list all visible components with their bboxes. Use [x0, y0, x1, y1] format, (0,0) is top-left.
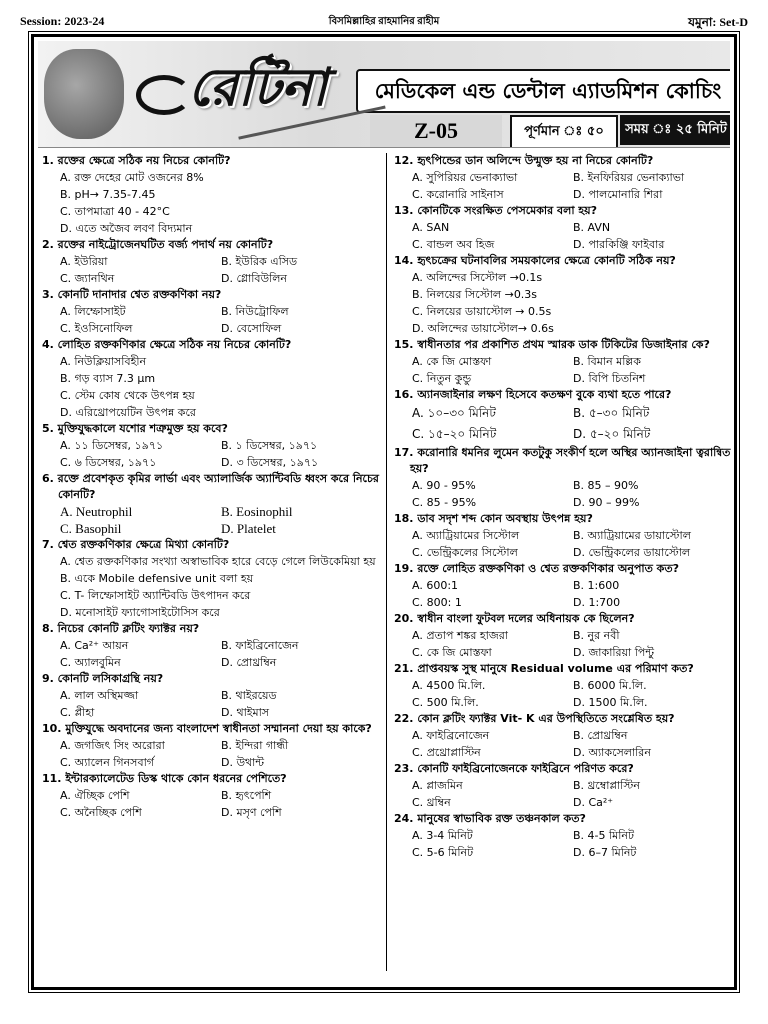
question-text: 15. স্বাধীনতার পর প্রকাশিত প্রথম স্মারক ডাক টিকিটের ডিজাইনার কে?: [394, 338, 710, 351]
question-columns: [34, 153, 734, 983]
question-item: [394, 153, 734, 203]
question-item: [394, 337, 734, 387]
answer-option: A. ১১ ডিসেম্বর, ১৯৭১: [60, 439, 164, 452]
answer-option: A. প্লাজমিন: [412, 779, 463, 792]
column-divider: [386, 153, 387, 971]
answer-option: B. নুর নবী: [573, 629, 620, 642]
answer-option: B. ৫–৩০ মিনিট: [573, 406, 650, 420]
answer-option: D. এরিথ্রোপয়েটিন উৎপন্ন করে: [60, 406, 196, 419]
answer-options: [42, 553, 382, 621]
answer-option: D. প্রোথ্রম্বিন: [221, 656, 277, 669]
question-text: 22. কোন ক্লটিং ফ্যাক্টর Vit- K এর উপস্থিতিতে সংশ্লেষিত হয়?: [394, 712, 675, 725]
answer-options: [394, 677, 734, 711]
answer-option: C. থ্রম্বিন: [412, 796, 451, 809]
answer-option: D. পালমোনারি শিরা: [573, 188, 663, 201]
answer-option: D. ৩ ডিসেম্বর, ১৯৭১: [221, 456, 319, 469]
question-text: 16. অ্যানজাইনার লক্ষণ হিসেবে কতক্ষণ বুকে ব্যথা হতে পারে?: [394, 388, 672, 401]
question-item: [394, 711, 734, 761]
answer-option: C. নিতুন কুন্ডু: [412, 372, 472, 385]
answer-option: D. 6–7 মিনিট: [573, 846, 637, 859]
answer-option: A. ইউরিয়া: [60, 255, 108, 268]
answer-option: B. ইন্দিরা গান্ধী: [221, 739, 289, 752]
question-item: [394, 761, 734, 811]
answer-options: [394, 577, 734, 611]
answer-option: B. অ্যাট্রিয়ামের ডায়াস্টোল: [573, 529, 691, 542]
question-text: 12. হৃৎপিন্ডের ডান অলিন্দে উন্মুক্ত হয় না নিচের কোনটি?: [394, 154, 654, 167]
answer-option: C. করোনারি সাইনাস: [412, 188, 504, 201]
question-item: [394, 511, 734, 561]
eye-logo-icon: [136, 75, 192, 115]
answer-option: D. অ্যাকসেলারিন: [573, 746, 651, 759]
answer-option: C. 500 মি.লি.: [412, 696, 479, 709]
answer-options: [42, 353, 382, 421]
answer-options: [394, 627, 734, 661]
answer-option: B. 4-5 মিনিট: [573, 829, 634, 842]
left-column: [42, 153, 382, 821]
question-item: [394, 661, 734, 711]
answer-option: B. থ্রম্বোপ্লাস্টিন: [573, 779, 640, 792]
answer-option: B. pH→ 7.35-7.45: [60, 188, 156, 201]
answer-option: A. 4500 মি.লি.: [412, 679, 486, 692]
answer-option: A. প্রতাপ শঙ্কর হাজরা: [412, 629, 508, 642]
answer-option: C. T- লিম্ফোসাইট অ্যান্টিবডি উৎপাদন করে: [60, 589, 251, 602]
answer-option: A. জগজিৎ সিং অরোরা: [60, 739, 165, 752]
answer-options: [42, 687, 382, 721]
question-text: 11. ইন্টারক্যালেটেড ডিস্ক থাকে কোন ধরনের পেশিতে?: [42, 772, 287, 785]
answer-options: [42, 253, 382, 287]
answer-option: D. পারকিঞ্জি ফাইবার: [573, 238, 665, 251]
answer-option: D. Platelet: [221, 521, 276, 536]
answer-option: B. হৃৎপেশি: [221, 789, 272, 802]
answer-option: B. বিমান মল্লিক: [573, 355, 641, 368]
question-item: [394, 253, 734, 337]
exam-time: সময় ঃ ২৫ মিনিট: [620, 115, 730, 145]
answer-options: [394, 169, 734, 203]
answer-option: C. অ্যালেন গিনসবার্গ: [60, 756, 154, 769]
answer-option: B. ইনফিরিয়র ভেনাক্যাভা: [573, 171, 685, 184]
answer-options: [394, 477, 734, 511]
answer-option: B. একে Mobile defensive unit বলা হয়: [60, 572, 254, 585]
answer-option: B. 85 – 90%: [573, 479, 639, 492]
question-item: [42, 287, 382, 337]
brand-tagline: মেডিকেল এন্ড ডেন্টাল এ্যাডমিশন কোচিং: [356, 69, 730, 113]
answer-option: B. প্রোথ্রম্বিন: [573, 729, 628, 742]
question-text: 24. মানুষের স্বাভাবিক রক্ত তঞ্চনকাল কত?: [394, 812, 586, 825]
brand-name: রেটিনা: [188, 58, 328, 118]
answer-options: [42, 787, 382, 821]
answer-options: [394, 527, 734, 561]
answer-options: [42, 169, 382, 237]
question-text: 9. কোনটি লসিকাগ্রন্থি নয়?: [42, 672, 164, 685]
question-item: [42, 337, 382, 421]
answer-option: D. মনোসাইট ফ্যাগোসাইটোসিস করে: [60, 606, 220, 619]
question-text: 21. প্রাপ্তবয়স্ক সুস্থ মানুষে Residual volume এর পরিমাণ কত?: [394, 662, 694, 675]
question-text: 20. স্বাধীন বাংলা ফুটবল দলের অধিনায়ক কে ছিলেন?: [394, 612, 635, 625]
question-text: 19. রক্তে লোহিত রক্তকণিকা ও শ্বেত রক্তকণিকার অনুপাত কত?: [394, 562, 680, 575]
right-column: [394, 153, 734, 861]
answer-option: A. লাল অস্থিমজ্জা: [60, 689, 139, 702]
question-text: 14. হৃৎচক্রের ঘটনাবলির সময়কালের ক্ষেত্রে কোনটি সঠিক নয়?: [394, 254, 676, 267]
answer-option: A. ঐচ্ছিক পেশি: [60, 789, 130, 802]
answer-option: C. 85 - 95%: [412, 496, 477, 509]
answer-option: A. কে জি মোস্তফা: [412, 355, 492, 368]
answer-option: A. ১০–৩০ মিনিট: [412, 406, 496, 420]
answer-option: B. থাইরয়েড: [221, 689, 277, 702]
answer-options: [42, 637, 382, 671]
answer-option: D. ভেন্ট্রিকলের ডায়াস্টোল: [573, 546, 691, 559]
question-item: [394, 811, 734, 861]
answer-options: [394, 269, 734, 337]
answer-option: D. থাইমাস: [221, 706, 270, 719]
question-text: 1. রক্তের ক্ষেত্রে সঠিক নয় নিচের কোনটি?: [42, 154, 231, 167]
answer-option: C. ইওসিনোফিল: [60, 322, 133, 335]
question-text: 2. রক্তের নাইট্রোজেনঘটিত বর্জ্য পদার্থ নয় কোনটি?: [42, 238, 274, 251]
answer-option: A. সুপিরিয়র ভেনাক্যাভা: [412, 171, 518, 184]
answer-option: C. স্টেম কোষ থেকে উৎপন্ন হয়: [60, 389, 195, 402]
heart-illustration: [44, 49, 124, 139]
answer-options: [42, 303, 382, 337]
coaching-banner: [38, 41, 730, 148]
answer-option: A. Ca²⁺ আয়ন: [60, 639, 129, 652]
question-text: 18. ডাব সদৃশ শব্দ কোন অবস্থায় উৎপন্ন হয়?: [394, 512, 593, 525]
answer-option: B. 1:600: [573, 579, 620, 592]
answer-option: D. 1500 মি.লি.: [573, 696, 648, 709]
answer-option: A. শ্বেত রক্তকণিকার সংখ্যা অস্বাভাবিক হারে বেড়ে গেলে লিউকেমিয়া হয়: [60, 555, 376, 568]
answer-option: B. AVN: [573, 221, 611, 234]
question-item: [394, 203, 734, 253]
answer-option: D. 1:700: [573, 596, 621, 609]
answer-option: A. অলিন্দের সিস্টোল →0.1s: [412, 271, 543, 284]
answer-option: B. 6000 মি.লি.: [573, 679, 647, 692]
question-item: [394, 387, 734, 445]
answer-option: B. Eosinophil: [221, 504, 293, 519]
question-item: [42, 153, 382, 237]
answer-option: C. প্রথ্রোপ্লাস্টিন: [412, 746, 481, 759]
answer-option: C. বান্ডল অব হিজ: [412, 238, 495, 251]
answer-options: [394, 219, 734, 253]
answer-option: A. 90 - 95%: [412, 479, 476, 492]
full-marks: পূর্ণমান ঃ ৫০: [510, 115, 618, 148]
answer-option: A. অ্যাট্রিয়ামের সিস্টোল: [412, 529, 520, 542]
answer-option: C. জ্যানথিন: [60, 272, 115, 285]
answer-option: A. নিউক্লিয়াসবিহীন: [60, 355, 147, 368]
answer-option: D. বিপি চিতনিশ: [573, 372, 646, 385]
answer-option: B. নিলয়ের সিস্টোল →0.3s: [412, 288, 538, 301]
answer-option: C. অ্যালবুমিন: [60, 656, 121, 669]
answer-options: [42, 503, 382, 537]
question-sheet: [31, 34, 737, 990]
bismillah-text: বিসমিল্লাহির রাহমানির রাহীম: [328, 16, 440, 27]
answer-option: C. কে জি মোস্তফা: [412, 646, 492, 659]
question-text: 3. কোনটি দানাদার শ্বেত রক্তকণিকা নয়?: [42, 288, 222, 301]
exam-code: Z-05: [370, 115, 502, 147]
answer-option: A. 600:1: [412, 579, 459, 592]
question-item: [42, 237, 382, 287]
answer-option: C. নিলয়ের ডায়াস্টোল → 0.5s: [412, 305, 552, 318]
answer-option: A. ফাইব্রিনোজেন: [412, 729, 490, 742]
answer-option: B. ইউরিক এসিড: [221, 255, 298, 268]
answer-option: D. ৫–২০ মিনিট: [573, 427, 651, 441]
answer-options: [394, 727, 734, 761]
answer-options: [394, 403, 734, 445]
answer-option: A. 3-4 মিনিট: [412, 829, 473, 842]
question-item: [394, 611, 734, 661]
answer-options: [42, 737, 382, 771]
answer-option: D. উথান্ট: [221, 756, 264, 769]
answer-options: [394, 827, 734, 861]
question-item: [42, 621, 382, 671]
answer-options: [42, 437, 382, 471]
answer-option: C. তাপমাত্রা 40 - 42°C: [60, 205, 170, 218]
question-text: 6. রক্তে প্রবেশকৃত কৃমির লার্ভা এবং অ্যালার্জিক অ্যান্টিবডি ধ্বংস করে নিচের কোনটি?: [42, 472, 379, 501]
question-text: 17. করোনারি ধমনির লুমেন কতটুকু সংকীর্ণ হলে অস্থির অ্যানজাইনা ত্বরান্বিত হয়?: [394, 446, 731, 475]
answer-option: D. বেসোফিল: [221, 322, 282, 335]
answer-option: D. অলিন্দের ডায়াস্টোল→ 0.6s: [412, 322, 554, 335]
page-header: [16, 14, 752, 32]
session-label: Session: 2023-24: [20, 14, 105, 28]
answer-option: C. 800: 1: [412, 596, 462, 609]
question-text: 23. কোনটি ফাইব্রিনোজেনকে ফাইব্রিনে পরিণত করে?: [394, 762, 634, 775]
question-text: 4. লোহিত রক্তকণিকার ক্ষেত্রে সঠিক নয় নিচের কোনটি?: [42, 338, 292, 351]
question-item: [42, 721, 382, 771]
question-item: [42, 771, 382, 821]
question-text: 8. নিচের কোনটি ক্লটিং ফ্যাক্টর নয়?: [42, 622, 200, 635]
question-item: [42, 471, 382, 537]
answer-option: D. Ca²⁺: [573, 796, 614, 809]
answer-option: C. Basophil: [60, 521, 122, 536]
answer-option: B. ফাইব্রিনোজেন: [221, 639, 299, 652]
answer-option: D. গ্লোবিউলিন: [221, 272, 288, 285]
answer-options: [394, 777, 734, 811]
answer-option: B. গড় ব্যাস 7.3 µm: [60, 372, 156, 385]
answer-option: A. Neutrophil: [60, 504, 133, 519]
answer-option: C. প্লীহা: [60, 706, 95, 719]
question-text: 5. মুক্তিযুদ্ধকালে যশোর শত্রুমুক্ত হয় কবে?: [42, 422, 228, 435]
answer-option: C. ১৫–২০ মিনিট: [412, 427, 497, 441]
answer-option: B. ১ ডিসেম্বর, ১৯৭১: [221, 439, 318, 452]
answer-option: C. ৬ ডিসেম্বর, ১৯৭১: [60, 456, 157, 469]
answer-option: C. 5-6 মিনিট: [412, 846, 474, 859]
answer-options: [394, 353, 734, 387]
question-text: 10. মুক্তিযুদ্ধে অবদানের জন্য বাংলাদেশ স্বাধীনতা সম্মাননা দেয়া হয় কাকে?: [42, 722, 372, 735]
answer-option: D. এতে অজৈব লবণ বিদ্যমান: [60, 222, 193, 235]
answer-option: D. মসৃণ পেশি: [221, 806, 282, 819]
question-item: [42, 421, 382, 471]
answer-option: A. লিম্ফোসাইট: [60, 305, 126, 318]
answer-option: D. জাকারিয়া পিন্টু: [573, 646, 655, 659]
question-text: 7. শ্বেত রক্তকণিকার ক্ষেত্রে মিথ্যা কোনটি?: [42, 538, 230, 551]
set-label: যমুনা: Set-D: [688, 15, 748, 29]
answer-option: C. অনৈচ্ছিক পেশি: [60, 806, 142, 819]
answer-option: A. SAN: [412, 221, 450, 234]
answer-option: A. রক্ত দেহের মোট ওজনের 8%: [60, 171, 204, 184]
question-item: [42, 537, 382, 621]
answer-option: C. ভেন্ট্রিকলের সিস্টোল: [412, 546, 518, 559]
question-item: [394, 445, 734, 511]
answer-option: B. নিউট্রোফিল: [221, 305, 289, 318]
answer-option: D. 90 – 99%: [573, 496, 640, 509]
question-item: [42, 671, 382, 721]
question-text: 13. কোনটিকে সংরক্ষিত পেসমেকার বলা হয়?: [394, 204, 597, 217]
question-item: [394, 561, 734, 611]
